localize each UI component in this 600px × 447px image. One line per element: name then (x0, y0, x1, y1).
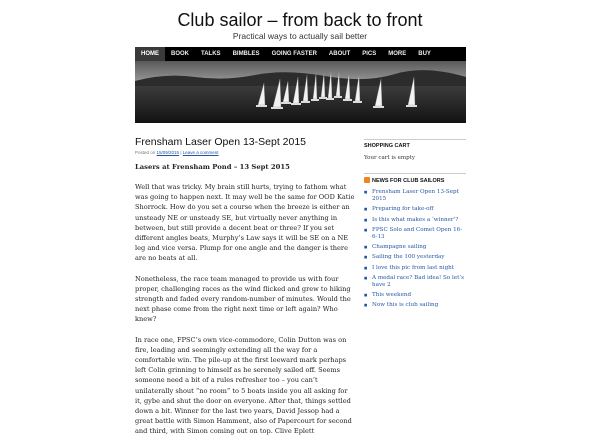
nav-item-talks[interactable]: TALKS (201, 51, 221, 57)
cart-empty-text: Your cart is empty (364, 155, 415, 161)
post-paragraph: Well that was tricky. My brain still hurts, trying to fathom what was going to happen next. It may well be the same for OOD Katie Shorrock. How do you set a course when the breeze is either an unsteady NE or unsteady SE, but virtually never anything in between, but still provide a decent beat or three? If you set different angles beats, Murphy’s Law says it will be SE on a NE leg and vice versa. Plump for one angle and the danger is there are no beats at all. (135, 183, 355, 263)
nav-item-book[interactable]: BOOK (171, 51, 189, 57)
rss-icon[interactable] (364, 177, 370, 183)
post-date-link[interactable]: 15/09/2015 (156, 150, 180, 155)
news-item[interactable]: ■ A medal race? Bad idea! So let’s have 2 (364, 275, 466, 289)
leave-comment-link[interactable]: Leave a comment (182, 150, 219, 155)
site-title[interactable]: Club sailor – from back to front (177, 10, 423, 30)
post-lead: Lasers at Frensham Pond – 13 Sept 2015 (135, 163, 290, 171)
news-item[interactable]: ■ This weekend (364, 292, 466, 299)
news-title-label[interactable]: NEWS FOR CLUB SAILORS (372, 178, 445, 184)
news-item[interactable]: ■ FPSC Solo and Comet Open 16-6-13 (364, 227, 466, 241)
post-title[interactable]: Frensham Laser Open 13-Sept 2015 (135, 136, 307, 148)
nav-item-bimbles[interactable]: BIMBLES (232, 51, 260, 57)
post-paragraph: Nonetheless, the race team managed to provide us with four proper, challenging races as the wind flicked and grew to hiking strength and faded every random-number of minutes. Would the next phase come from the right next time or left again? Who knew? (135, 274, 351, 324)
nav-item-more[interactable]: MORE (388, 51, 407, 57)
main-nav (135, 47, 466, 61)
site-header (0, 0, 600, 46)
news-list (364, 189, 466, 310)
news-item[interactable]: ■ Champagne sailing (364, 244, 466, 251)
site-tagline: Practical ways to actually sail better (232, 31, 368, 41)
posted-on-label: Posted on (135, 150, 156, 155)
nav-item-buy[interactable]: BUY (418, 51, 431, 57)
news-item[interactable]: ■ Sailing the 100 yesterday (364, 254, 466, 261)
post-meta (135, 150, 355, 155)
nav-item-home[interactable]: HOME (135, 47, 165, 61)
nav-item-pics[interactable]: PICS (362, 51, 377, 57)
sidebar (364, 139, 466, 313)
news-item[interactable]: ■ I love this pic from last night (364, 265, 466, 272)
shopping-cart-title: SHOPPING CART (364, 139, 466, 149)
post-paragraph: In race one, FPSC’s own vice-commodore, Colin Dutton was on fire, leading and seemingly extending all the way for a comfortable win. The pile-up at the first leeward mark perhaps left Colin grinning to himself as he serenely sailed off. Seems someone need a bit of a rules refresher too – you can’t unilaterally shout “no room” to 5 boats inside you all asking for it, gybe and shut the door on everyone. After that, things settled down a bit. Winner for the last two years, David Jessop had a great battle with Simon Hamment, also of Papercourt for second and third, with Simon coming out on top. Clive Eplett (135, 335, 352, 436)
news-widget-title (364, 173, 466, 184)
header-banner-image (135, 61, 466, 123)
meta-separator: | (180, 150, 182, 155)
nav-item-about[interactable]: ABOUT (328, 51, 351, 57)
news-item[interactable]: ■ Now this is club sailing (364, 302, 466, 309)
news-item[interactable]: ■ Preparing for take-off (364, 206, 466, 213)
news-item[interactable]: ■ Is this what makes a ‘winner’? (364, 217, 466, 224)
main-content (135, 136, 355, 447)
news-item[interactable]: ■ Frensham Laser Open 13-Sept 2015 (364, 189, 466, 203)
nav-item-going-faster[interactable]: GOING FASTER (271, 51, 317, 57)
